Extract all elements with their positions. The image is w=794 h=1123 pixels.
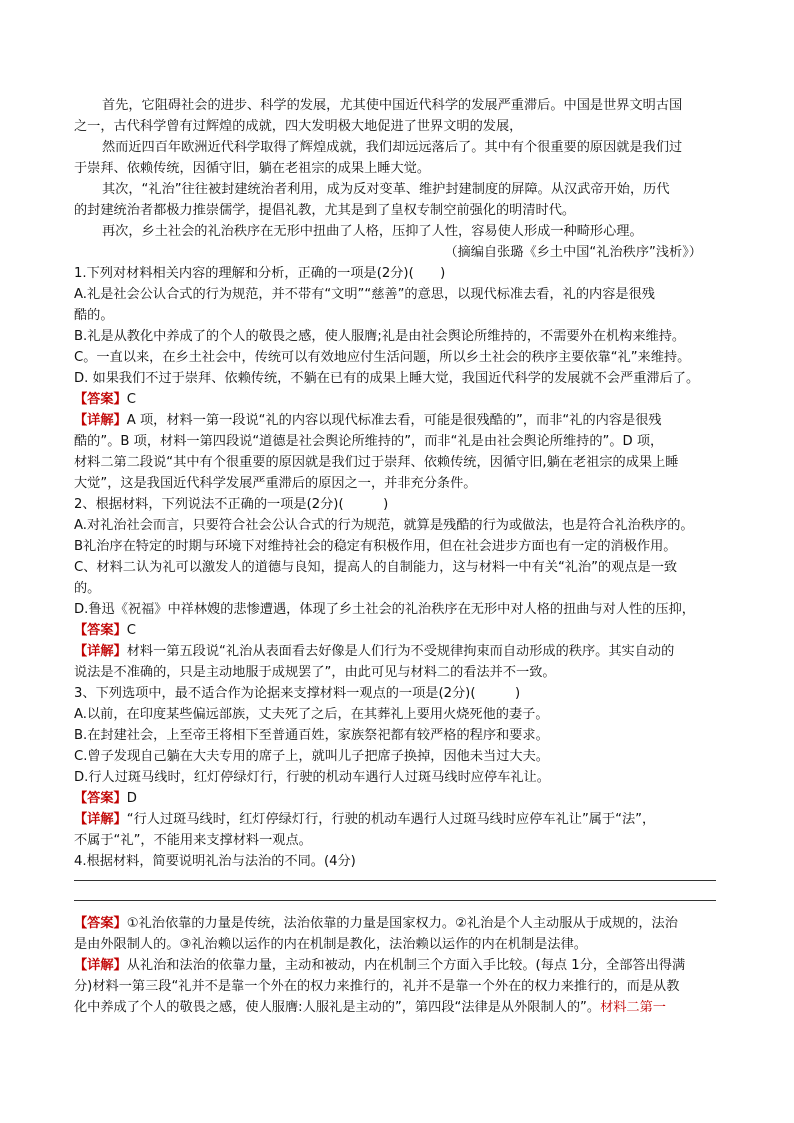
passage-p4-line1: 再次，乡土社会的礼治秩序在无形中扭曲了人格，压抑了人性，容易使人形成一种畸形心理。 [102, 224, 643, 239]
q1-option-c: C。一直以来，在乡土社会中，传统可以有效地应付生活问题，所以乡土社会的秩序主要依靠“礼”来维持。 [74, 350, 691, 365]
passage-p3-line2: 的封建统治者都极力推崇儒学，提倡礼教，尤其是到了皇权专制空前强化的明清时代。 [74, 203, 576, 218]
answer-line-2 [74, 900, 716, 901]
q2-stem: 2、根据材料，下列说法不正确的一项是(2分)( ) [74, 497, 389, 512]
q1-answer-value: C [126, 392, 136, 407]
answer-line-1 [74, 880, 716, 881]
q4-detail-line2: 分)材料一第三段“礼并不是靠一个外在的权力来推行的，礼并不是靠一个外在的权力来推行的，而是从教 [74, 979, 680, 994]
q2-option-a: A.对礼治社会而言，只要符合社会公认合式的行为规范，就算是残酷的行为或做法，也是符合礼治秩序的。 [74, 518, 694, 533]
q1-detail-text-1: A 项，材料一第一段说“礼的内容以现代标准去看，可能是很残酷的”，而非“礼的内容是很残 [126, 413, 662, 428]
q1-option-a-line2: 酷的。 [74, 308, 114, 323]
q1-answer [74, 390, 734, 410]
passage-p1-line2: 之一，古代科学曾有过辉煌的成就，四大发明极大地促进了世界文明的发展， [74, 119, 523, 134]
q2-answer [74, 621, 734, 641]
q1-stem: 1.下列对材料相关内容的理解和分析，正确的一项是(2分)( ) [74, 266, 446, 281]
q2-answer-value: C [126, 623, 136, 638]
passage-p2-line2: 于崇拜、依赖传统，因循守旧，躺在老祖宗的成果上睡大觉。 [74, 161, 431, 176]
q3-detail-text-1: “行人过斑马线时，红灯停绿灯行，行驶的机动车遇行人过斑马线时应停车礼让”属于“法”， [126, 812, 656, 827]
q4-detail-line1 [74, 956, 734, 976]
q3-detail-line2: 不属于“礼”，不能用来支撑材料一观点。 [74, 833, 312, 848]
q3-option-b: B.在封建社会，上至帝王将相下至普通百姓，家族祭祀都有较严格的程序和要求。 [74, 728, 549, 743]
q2-detail-line2: 说法是不准确的，只是主动地服于成规罢了”，由此可见与材料二的看法并不一致。 [74, 665, 556, 680]
q1-detail-line4: 大觉”，这是我国近代科学发展严重滞后的原因之一，并非充分条件。 [74, 476, 477, 491]
q4-detail-line3 [74, 998, 734, 1018]
q4-detail-text-3: 化中养成了个人的敬畏之感，使人服膺:人服礼是主动的”，第四段“法律是从外限制人的”。 [74, 1000, 601, 1015]
q1-option-b: B.礼是从教化中养成了的个人的敬畏之感，使人服膺;礼是由社会舆论所维持的，不需要外在机构来维持。 [74, 329, 686, 344]
q3-detail-tag: 【详解】 [74, 812, 127, 827]
passage-p3-line1: 其次，“礼治”往往被封建统治者利用，成为反对变革、维护封建制度的屏障。从汉武帝开始，历代 [102, 182, 670, 197]
q4-detail-text-3-red: 材料二第一 [600, 1000, 666, 1015]
q3-detail-line1 [74, 810, 734, 830]
passage-p2-line1: 然而近四百年欧洲近代科学取得了辉煌成就，我们却远远落后了。其中有个很重要的原因就是我们过 [102, 140, 683, 155]
q3-option-a: A.以前，在印度某些偏远部族，丈夫死了之后，在其葬礼上要用火烧死他的妻子。 [74, 707, 549, 722]
q2-option-d: D.鲁迅《祝福》中祥林嫂的悲惨遭遇，体现了乡土社会的礼治秩序在无形中对人格的扭曲与对人性的压抑， [74, 602, 695, 617]
q2-answer-tag: 【答案】 [74, 623, 127, 638]
q3-option-c: C.曾子发现自己躺在大夫专用的席子上，就叫儿子把席子换掉，因他未当过大夫。 [74, 749, 549, 764]
q1-option-a-line1: A.礼是社会公认合式的行为规范，并不带有“文明”“慈善”的意思，以现代标准去看，礼的内容是很残 [74, 287, 655, 302]
q4-answer-text-1: ①礼治依靠的力量是传统，法治依靠的力量是国家权力。②礼治是个人主动服从于成规的，法治 [126, 916, 678, 931]
q4-answer-line2: 是由外限制人的。③礼治赖以运作的内在机制是教化，法治赖以运作的内在机制是法律。 [74, 937, 587, 952]
q3-stem: 3、下列选项中，最不适合作为论据来支撑材料一观点的一项是(2分)( ) [74, 686, 521, 701]
q4-detail-tag: 【详解】 [74, 958, 127, 973]
q4-answer-line1 [74, 914, 734, 934]
q4-answer-tag: 【答案】 [74, 916, 127, 931]
q2-option-b: B礼治序在特定的时期与环境下对维持社会的稳定有积极作用，但在社会进步方面也有一定的消极作用。 [74, 539, 677, 554]
q3-answer-value: D [126, 791, 137, 806]
q4-detail-text-1: 从礼治和法治的依靠力量，主动和被动，内在机制三个方面入手比较。(每点 1分，全部答出得满 [126, 958, 686, 973]
q2-detail-text-1: 材料一第五段说“礼治从表面看去好像是人们行为不受规律拘束而自动形成的秩序。其实自动的 [126, 644, 675, 659]
q3-answer-tag: 【答案】 [74, 791, 127, 806]
q2-option-c-line1: C、材料二认为礼可以激发人的道德与良知，提高人的自制能力，这与材料一中有关“礼治”的观点是一致 [74, 560, 678, 575]
q1-answer-tag: 【答案】 [74, 392, 127, 407]
q2-detail-line1 [74, 642, 734, 662]
q2-option-c-line2: 的。 [74, 581, 101, 596]
q3-answer [74, 789, 734, 809]
q3-option-d: D.行人过斑马线时，红灯停绿灯行，行驶的机动车遇行人过斑马线时应停车礼让。 [74, 770, 550, 785]
passage-p1-line1: 首先，它阻碍社会的进步、科学的发展，尤其使中国近代科学的发展严重滞后。中国是世界文明古国 [102, 98, 683, 113]
q1-detail-line1 [74, 411, 734, 431]
q4-stem: 4.根据材料，简要说明礼治与法治的不同。(4分) [74, 854, 356, 869]
q1-option-d: D. 如果我们不过于崇拜、依赖传统，不躺在已有的成果上睡大觉，我国近代科学的发展就不会严重滞后了。 [74, 371, 700, 386]
q1-detail-line3: 材料二第二段说“其中有个很重要的原因就是我们过于崇拜、依赖传统，因循守旧,躺在老祖宗的成果上睡 [74, 455, 679, 470]
q1-detail-tag: 【详解】 [74, 413, 127, 428]
q1-detail-line2: 酷的”。B 项，材料一第四段说“道德是社会舆论所维持的”，而非“礼是由社会舆论所维持的”。D 项， [74, 434, 664, 449]
q2-detail-tag: 【详解】 [74, 644, 127, 659]
passage-source: （摘编自张璐《乡土中国“礼治秩序”浅析》） [444, 245, 702, 260]
